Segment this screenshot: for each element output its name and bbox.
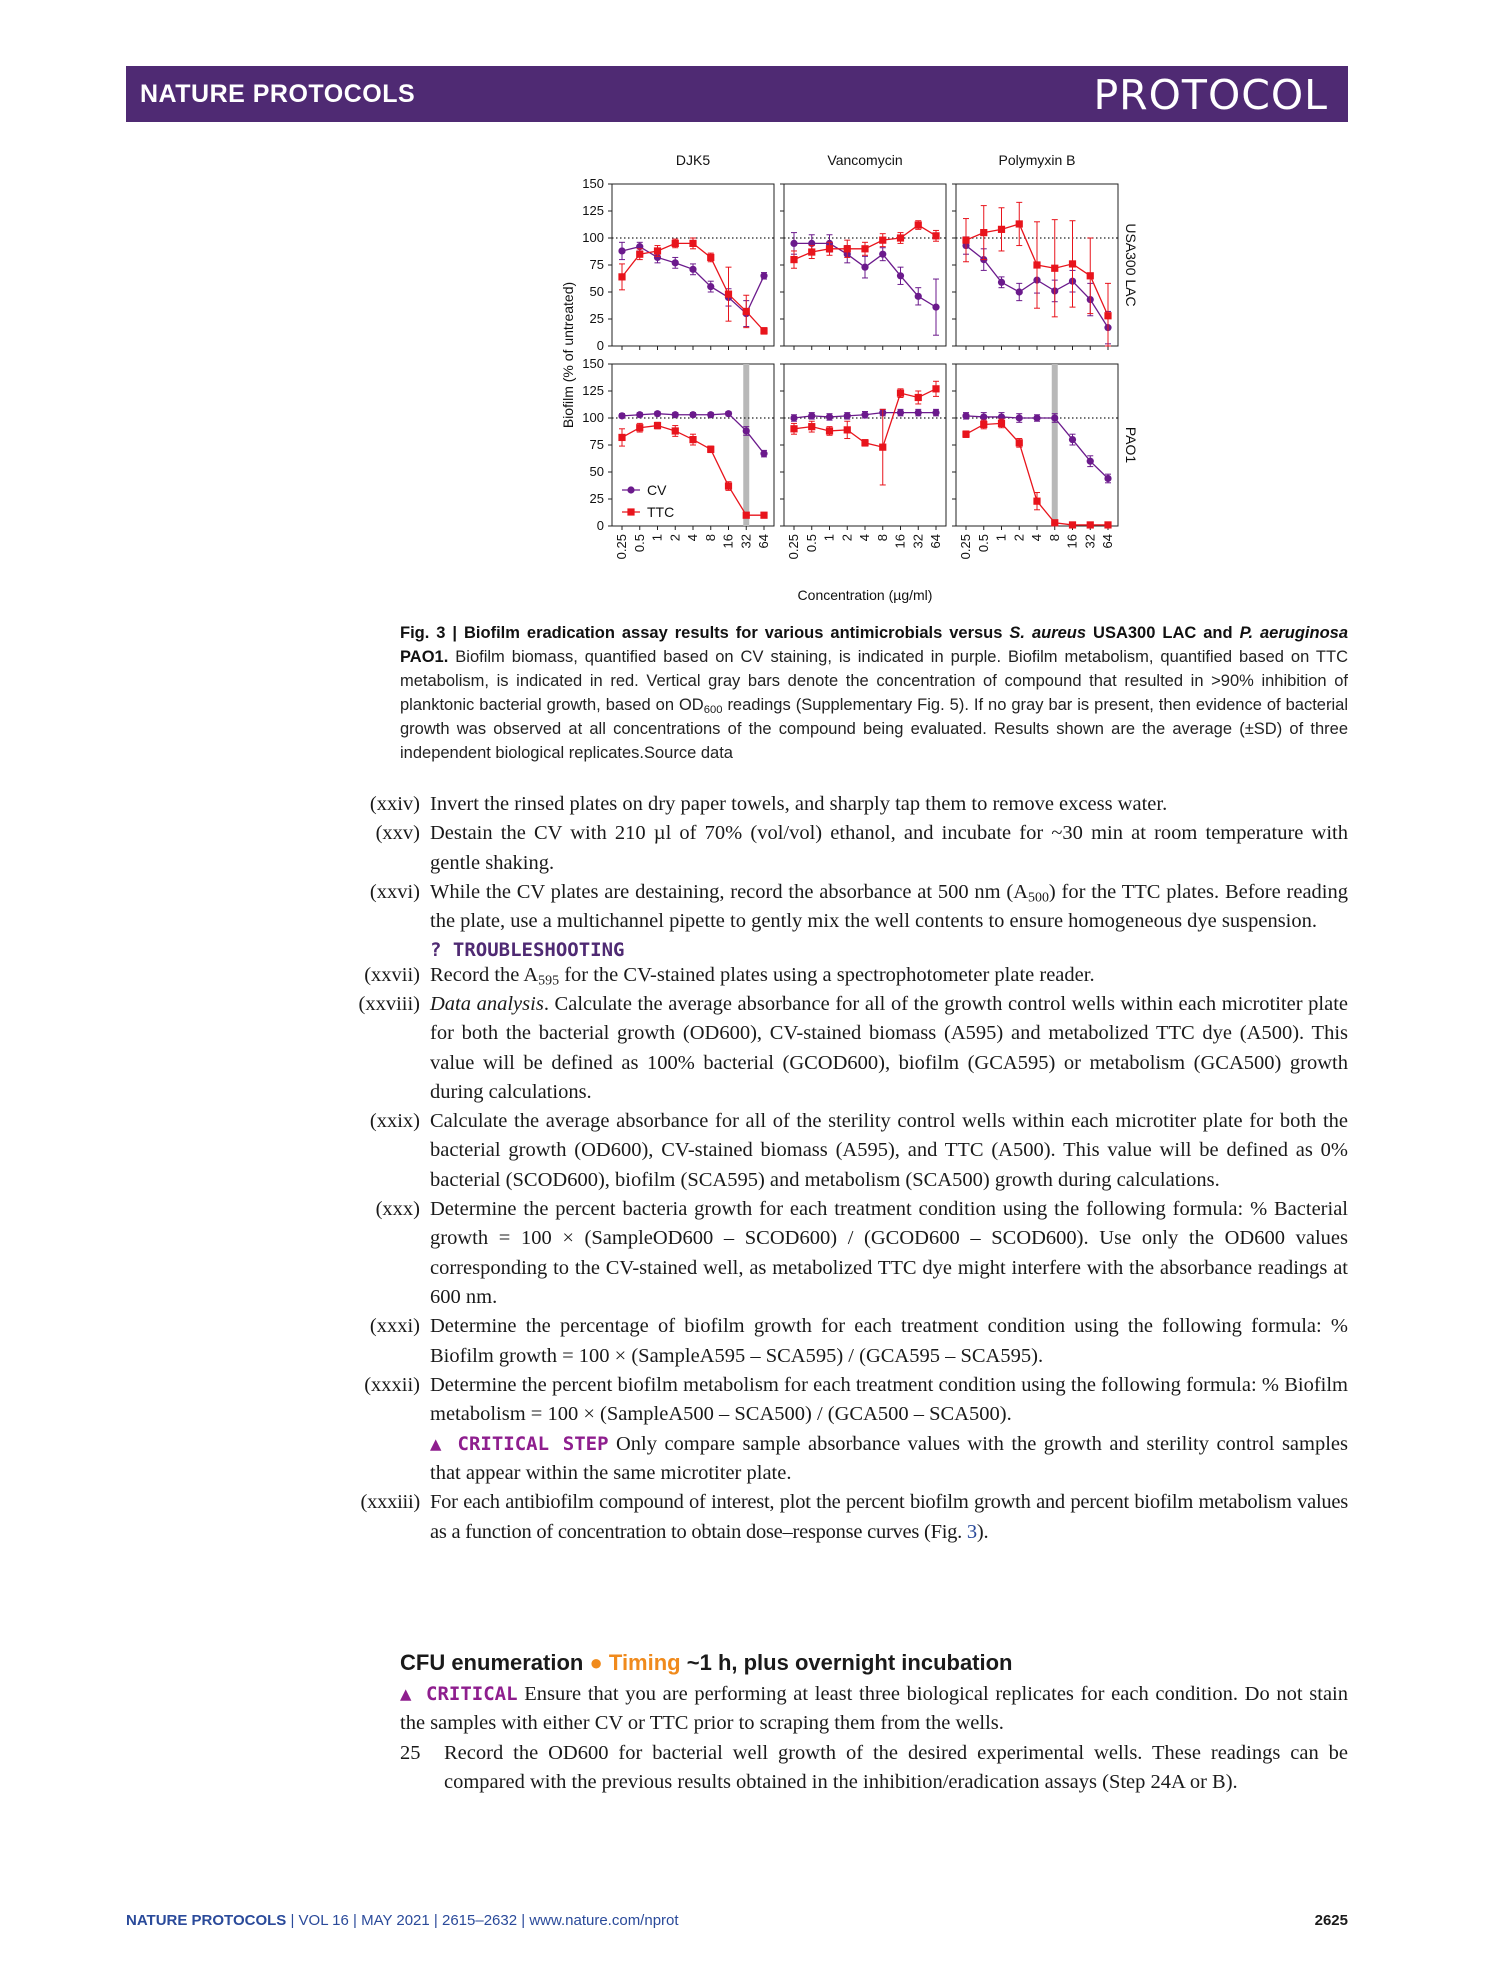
ttc-data-point (1051, 265, 1058, 272)
cv-data-point (844, 412, 851, 419)
y-tick-label: 75 (589, 437, 604, 452)
column-title: DJK5 (675, 152, 711, 168)
y-tick-label: 50 (589, 284, 604, 299)
x-tick-label: 2 (1011, 534, 1027, 542)
cv-data-point (915, 293, 922, 300)
cv-data-point (1016, 288, 1023, 295)
procedure-steps (358, 790, 1348, 1547)
ttc-data-point (1104, 521, 1111, 528)
ttc-data-point (672, 427, 679, 434)
step-xxviii (358, 990, 1348, 1107)
x-tick-label: 16 (1064, 534, 1080, 549)
legend-ttc-marker (627, 508, 634, 515)
ttc-data-point (844, 426, 851, 433)
step-text: Destain the CV with 210 µl of 70% (vol/vol) ethanol, and incubate for ~30 min at room temperature with gentle shaking. (430, 822, 1348, 874)
y-tick-label: 100 (582, 230, 604, 245)
step-text: Determine the percent bacteria growth for each treatment condition using the following formula: % Bacterial growth = 100 × (SampleOD600 – SCOD600) / (GCOD600 – SCOD600). Use only the OD600 values corresponding to the CV-stained well, as metabolized TTC dye might interfere with the absorbance readings at 600 nm. (430, 1198, 1348, 1308)
ttc-data-point (1033, 261, 1040, 268)
x-tick-label: 32 (910, 534, 926, 549)
ttc-data-point (707, 254, 714, 261)
cv-data-point (618, 247, 625, 254)
x-tick-label: 8 (874, 534, 890, 542)
ttc-data-point (879, 444, 886, 451)
x-tick-label: 0.25 (958, 534, 973, 560)
step-text: Determine the percent biofilm metabolism for each treatment condition using the following formula: % Biofilm metabolism = 100 × (SampleA500 – SCA500) / (GCA500 – SCA500). (430, 1373, 1348, 1426)
figure-3-chart (540, 148, 1240, 608)
x-tick-label: 16 (892, 534, 908, 549)
cv-data-point (1033, 414, 1040, 421)
critical-label: ▲ CRITICAL (400, 1683, 518, 1705)
ttc-data-point (980, 229, 987, 236)
cv-data-point (760, 450, 767, 457)
legend-cv-label: CV (647, 482, 667, 498)
ttc-data-point (897, 390, 904, 397)
row-label: PAO1 (1123, 426, 1139, 464)
x-tick-label: 2 (839, 534, 855, 542)
ttc-data-point (760, 327, 767, 334)
step-label: (xxxiii) (360, 1491, 420, 1514)
cv-data-point (760, 272, 767, 279)
footer-pages: 2615–2632 (441, 1912, 518, 1929)
ttc-data-point (932, 385, 939, 392)
x-tick-label: 4 (857, 534, 872, 542)
ttc-data-point (915, 221, 922, 228)
x-tick-label: 16 (720, 534, 736, 549)
troubleshooting-link[interactable]: ? TROUBLESHOOTING (430, 938, 625, 961)
page-number: 2625 (1314, 1912, 1348, 1929)
figure-caption (400, 622, 1348, 766)
step-xxxii (364, 1371, 1348, 1430)
cv-data-point (672, 411, 679, 418)
planktonic-inhibition-bar (1052, 364, 1058, 526)
caption-species-pa: P. aeruginosa (1239, 624, 1349, 642)
cfu-heading (400, 1650, 1348, 1676)
x-tick-label: 1 (993, 534, 1009, 542)
ttc-data-point (1051, 519, 1058, 526)
x-tick-label: 0.25 (786, 534, 801, 560)
x-tick-label: 64 (1100, 534, 1115, 549)
cv-data-point (725, 410, 732, 417)
caption-body-a: Biofilm biomass, quantified based on CV staining, is indicated in purple. Biofilm metabolism, quantified based on TTC metabolism, is indicated in red. Vertical gray bars denote the concentration of compound that resulted in >90% inhibition of planktonic bacterial growth, based on OD (400, 647, 1348, 714)
cv-data-point (790, 240, 797, 247)
step-label: (xxix) (369, 1110, 420, 1133)
x-tick-label: 4 (685, 534, 700, 542)
cv-data-point (654, 410, 661, 417)
cfu-critical (400, 1680, 1348, 1739)
footer-url[interactable]: www.nature.com/nprot (529, 1912, 679, 1929)
step-text: Invert the rinsed plates on dry paper towels, and sharply tap them to remove excess water. (430, 793, 1168, 815)
step-xxiv (369, 790, 1348, 819)
x-tick-label: 32 (738, 534, 754, 549)
step-xxvi (369, 878, 1348, 961)
figure-link[interactable]: 3 (966, 1520, 977, 1543)
ttc-data-point (1069, 260, 1076, 267)
caption-title-b: USA300 LAC and (1093, 624, 1233, 642)
ttc-data-point (636, 251, 643, 258)
timing-label: Timing (608, 1650, 681, 1675)
y-tick-label: 75 (589, 257, 604, 272)
timing-dot-icon: ● (589, 1650, 603, 1675)
y-tick-label: 25 (589, 491, 604, 506)
step-label: (xxvi) (369, 880, 420, 903)
cv-data-point (790, 414, 797, 421)
ttc-data-point (618, 434, 625, 441)
cv-data-point (861, 264, 868, 271)
planktonic-inhibition-bar (743, 364, 749, 526)
step-number: 25 (400, 1741, 421, 1764)
ttc-data-point (672, 240, 679, 247)
ttc-data-point (1087, 521, 1094, 528)
step-text: . Calculate the average absorbance for all of the growth control wells within each microtiter plate for both the bacterial growth (OD600), CV-stained biomass (A595) and metabolized TTC dye (A500). This value will be defined as 100% bacterial (GCOD600), biofilm (GCA595) or metabolism (GCA500) growth during calculations. (430, 992, 1348, 1103)
ttc-data-point (707, 446, 714, 453)
step-text: for the CV-stained plates using a spectrophotometer plate reader. (564, 963, 1095, 986)
cv-data-point (879, 251, 886, 258)
ttc-data-point (1016, 220, 1023, 227)
x-tick-label: 8 (1046, 534, 1062, 542)
caption-body-sub: 600 (703, 703, 723, 716)
ttc-data-point (962, 237, 969, 244)
x-tick-label: 0.5 (631, 534, 647, 553)
step-text: Record the A (430, 963, 539, 986)
cv-data-point (707, 283, 714, 290)
cv-data-point (1104, 475, 1111, 482)
y-tick-label: 25 (589, 311, 604, 326)
step-label: (xxviii) (358, 992, 420, 1015)
x-tick-label: 1 (821, 534, 837, 542)
critical-step-note (430, 1430, 1348, 1489)
x-tick-label: 32 (1082, 534, 1098, 549)
cv-data-point (808, 412, 815, 419)
cv-data-point (1016, 414, 1023, 421)
cv-data-point (636, 411, 643, 418)
footer-journal: NATURE PROTOCOLS (126, 1912, 287, 1929)
cv-data-point (861, 411, 868, 418)
ttc-data-point (962, 431, 969, 438)
ttc-data-point (790, 256, 797, 263)
caption-title-c: PAO1. (400, 647, 449, 666)
step-label: (xxxi) (369, 1315, 420, 1338)
timing-text: ~1 h, plus overnight incubation (686, 1650, 1013, 1675)
footer-volume: VOL 16 (298, 1912, 349, 1929)
cv-data-point (998, 279, 1005, 286)
cv-data-point (618, 412, 625, 419)
ttc-data-point (725, 482, 732, 489)
ttc-data-point (998, 420, 1005, 427)
cv-data-point (897, 409, 904, 416)
ttc-data-point (844, 245, 851, 252)
step-xxix (369, 1107, 1348, 1195)
ttc-data-point (743, 512, 750, 519)
ttc-data-point (1016, 439, 1023, 446)
y-tick-label: 150 (582, 176, 604, 191)
cv-series-line (622, 414, 764, 454)
x-tick-label: 64 (756, 534, 771, 549)
cfu-title: CFU enumeration (400, 1650, 584, 1675)
step-text: For each antibiofilm compound of interest, plot the percent biofilm growth and percent biofilm metabolism values as a function of concentration to obtain dose–response curves (Fig. (430, 1491, 1348, 1543)
step-text: While the CV plates are destaining, record the absorbance at 500 nm (A (430, 880, 1028, 903)
y-tick-label: 0 (596, 518, 604, 533)
x-tick-label: 64 (928, 534, 943, 549)
ttc-data-point (654, 247, 661, 254)
ttc-data-point (932, 232, 939, 239)
ttc-data-point (826, 245, 833, 252)
x-tick-label: 0.5 (803, 534, 819, 553)
cv-data-point (932, 304, 939, 311)
step-xxxiii (360, 1488, 1348, 1547)
cv-data-point (962, 412, 969, 419)
ttc-data-point (636, 424, 643, 431)
ttc-data-point (654, 422, 661, 429)
step-italic: Data analysis (430, 992, 544, 1015)
x-tick-label: 0.5 (975, 534, 991, 553)
step-label: (xxiv) (369, 793, 420, 815)
ttc-data-point (861, 439, 868, 446)
ttc-data-point (897, 234, 904, 241)
cv-data-point (932, 409, 939, 416)
cv-data-point (689, 411, 696, 418)
ttc-data-point (725, 291, 732, 298)
column-title: Polymyxin B (998, 152, 1076, 168)
legend-ttc-label: TTC (647, 504, 675, 520)
step-text: Calculate the average absorbance for all of the sterility control wells within each microtiter plate for both the bacterial growth (OD600), CV-stained biomass (A595), and TTC (A500). This value will be defined as 0% bacterial (SCOD600), biofilm (SCA595) and metabolism (SCA500) growth during calculations. (430, 1110, 1348, 1191)
cv-data-point (707, 411, 714, 418)
step-text: Determine the percentage of biofilm growth for each treatment condition using the following formula: % Biofilm growth = 100 × (SampleA595 – SCA595) / (GCA595 – SCA595). (430, 1315, 1348, 1367)
step-text: ) for the TTC plates. Before reading the plate, use a multichannel pipette to gently mix the well contents to ensure homogeneous dye suspension. (430, 880, 1348, 933)
ttc-data-point (1104, 312, 1111, 319)
column-title: Vancomycin (827, 152, 903, 168)
y-tick-label: 100 (582, 410, 604, 425)
ttc-data-point (689, 436, 696, 443)
step-xxx (375, 1195, 1348, 1312)
cv-data-point (672, 259, 679, 266)
step-subscript: 595 (538, 973, 560, 989)
ttc-data-point (1069, 521, 1076, 528)
footer-date: MAY 2021 (361, 1912, 430, 1929)
y-tick-label: 150 (582, 356, 604, 371)
cv-data-point (826, 413, 833, 420)
step-25 (400, 1739, 1348, 1798)
ttc-data-point (1033, 498, 1040, 505)
x-tick-label: 0.25 (614, 534, 629, 560)
step-subscript: 500 (1028, 890, 1049, 906)
y-tick-label: 50 (589, 464, 604, 479)
x-tick-label: 4 (1029, 534, 1044, 542)
caption-title-a: Biofilm eradication assay results for various antimicrobials versus (464, 624, 1003, 642)
row-label: USA300 LAC (1123, 223, 1139, 307)
step-label: (xxxii) (364, 1373, 420, 1396)
caption-species-sa: S. aureus (1009, 624, 1087, 642)
critical-step-label: ▲ CRITICAL STEP (430, 1432, 609, 1455)
step-xxxi (369, 1312, 1348, 1371)
step-text: Record the OD600 for bacterial well growth of the desired experimental wells. These readings can be compared with the previous results obtained in the inhibition/eradication assays (Step 24A or B). (444, 1741, 1348, 1793)
critical-text: Ensure that you are performing at least three biological replicates for each condition. Do not stain the samples with either CV or TTC prior to scraping them from the wells. (400, 1683, 1348, 1735)
ttc-data-point (618, 273, 625, 280)
ttc-data-point (826, 427, 833, 434)
x-tick-label: 1 (649, 534, 665, 542)
section-label: PROTOCOL (1093, 71, 1328, 119)
journal-banner (126, 66, 1348, 122)
step-text: ). (976, 1520, 989, 1543)
ttc-data-point (743, 308, 750, 315)
critical-step-text: Only compare sample absorbance values with the growth and sterility control samples that appear within the same microtiter plate. (430, 1432, 1348, 1484)
cv-data-point (1087, 458, 1094, 465)
cv-data-point (897, 272, 904, 279)
journal-name: NATURE PROTOCOLS (140, 80, 416, 108)
ttc-data-point (1087, 272, 1094, 279)
y-axis-label: Biofilm (% of untreated) (560, 281, 576, 429)
step-label: (xxvii) (364, 963, 420, 986)
step-label: (xxx) (375, 1198, 420, 1221)
legend-cv-marker (627, 486, 634, 493)
ttc-data-point (790, 425, 797, 432)
y-tick-label: 125 (582, 203, 604, 218)
step-xxvii (364, 961, 1348, 990)
ttc-data-point (861, 245, 868, 252)
cv-data-point (1051, 414, 1058, 421)
cv-data-point (689, 266, 696, 273)
cv-data-point (915, 409, 922, 416)
ttc-data-point (980, 421, 987, 428)
step-xxv (375, 819, 1348, 878)
cv-data-point (1069, 436, 1076, 443)
cfu-section (400, 1650, 1348, 1797)
cv-data-point (743, 427, 750, 434)
ttc-data-point (808, 248, 815, 255)
cv-data-point (980, 413, 987, 420)
y-tick-label: 125 (582, 383, 604, 398)
y-tick-label: 0 (596, 338, 604, 353)
caption-body-b: readings (Supplementary Fig. 5). If no gray bar is present, then evidence of bacterial growth was observed at all concentrations of the compound being evaluated. Results shown are the average (±SD) of three independent biological replicates.Source data (400, 695, 1348, 762)
page-footer: NATURE PROTOCOLS | VOL 16 | MAY 2021 | 2615–2632 | www.nature.com/nprot 2625 (126, 1912, 1348, 1929)
x-tick-label: 2 (667, 534, 683, 542)
ttc-data-point (879, 237, 886, 244)
ttc-data-point (998, 226, 1005, 233)
step-label: (xxv) (375, 822, 420, 845)
ttc-data-point (808, 423, 815, 430)
cfu-body (400, 1680, 1348, 1797)
ttc-data-point (915, 394, 922, 401)
x-tick-label: 8 (702, 534, 718, 542)
ttc-data-point (760, 512, 767, 519)
ttc-data-point (689, 240, 696, 247)
x-axis-label: Concentration (µg/ml) (797, 587, 933, 603)
caption-label: Fig. 3 | (400, 624, 458, 642)
